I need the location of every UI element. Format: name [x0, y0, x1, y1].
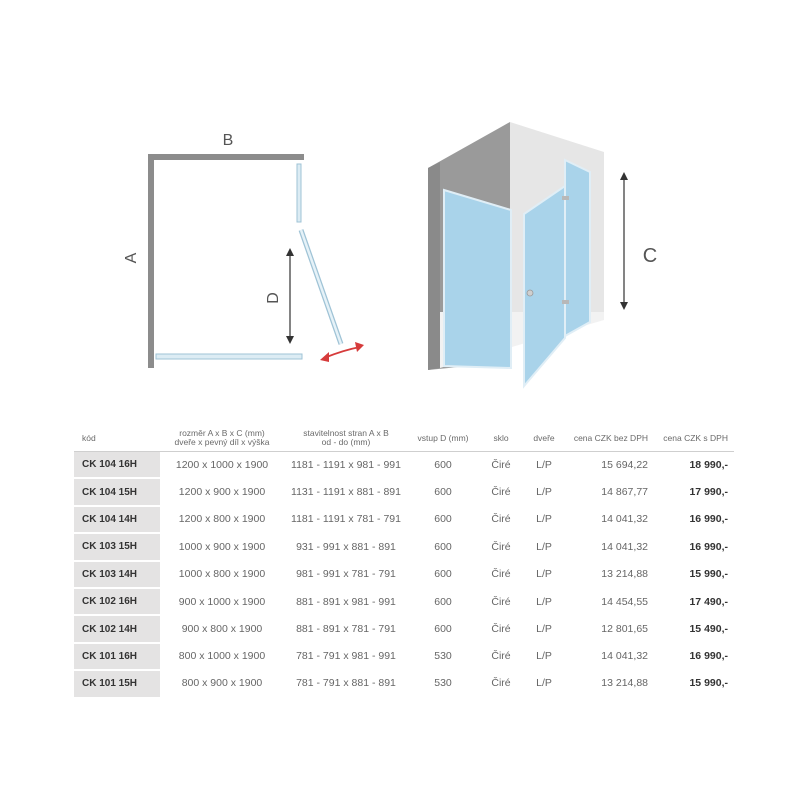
header-adjust-line1: stavitelnost stran A x B [303, 428, 389, 438]
cell-glass: Čiré [491, 513, 511, 526]
cell-code: CK 103 14H [74, 561, 160, 588]
label-c: C [642, 245, 658, 267]
cell-door: L/P [536, 459, 552, 472]
cell-price: 14 041,32 [601, 650, 648, 663]
door-handle [527, 290, 533, 296]
header-glass: sklo [478, 425, 524, 452]
cell-size: 800 x 1000 x 1900 [178, 650, 266, 663]
cell-price: 14 454,55 [601, 595, 648, 608]
cell-entry: 530 [434, 650, 452, 663]
cell-size: 900 x 1000 x 1900 [178, 595, 266, 608]
header-adjust-line2: od - do (mm) [321, 437, 371, 447]
cell-glass: Čiré [491, 540, 511, 553]
wall-top [148, 154, 304, 160]
label-a: A [123, 252, 140, 264]
fixed-glass-panel [444, 190, 511, 368]
cell-size: 1200 x 900 x 1900 [178, 486, 266, 499]
cell-price-dph: 16 990,- [689, 540, 728, 553]
cell-adjust: 781 - 791 x 881 - 891 [296, 677, 396, 690]
cell-glass: Čiré [491, 623, 511, 636]
cell-door: L/P [536, 623, 552, 636]
header-entry: vstup D (mm) [408, 425, 478, 452]
wall-left [148, 154, 154, 368]
cell-code: CK 104 15H [74, 478, 160, 505]
cell-price: 14 867,77 [601, 486, 648, 499]
cell-price-dph: 17 490,- [689, 595, 728, 608]
cell-adjust: 881 - 891 x 781 - 791 [296, 623, 396, 636]
cell-size: 800 x 900 x 1900 [181, 677, 263, 690]
cell-size: 1200 x 800 x 1900 [178, 513, 266, 526]
cell-glass: Čiré [491, 650, 511, 663]
table-row [74, 643, 734, 670]
cell-code: CK 104 16H [74, 452, 160, 479]
cell-adjust: 1131 - 1191 x 881 - 891 [291, 486, 401, 499]
header-door: dveře [524, 425, 564, 452]
door-glass-panel [524, 186, 565, 386]
cell-entry: 600 [434, 459, 452, 472]
header-price-dph: cena CZK s DPH [662, 425, 734, 452]
cell-glass: Čiré [491, 595, 511, 608]
fixed-glass-bottom [156, 354, 302, 359]
cell-door: L/P [536, 513, 552, 526]
cell-price-dph: 16 990,- [689, 513, 728, 526]
table-row [74, 506, 734, 533]
cell-size: 900 x 800 x 1900 [181, 623, 263, 636]
cell-adjust: 781 - 791 x 981 - 991 [296, 650, 396, 663]
cell-code: CK 101 15H [74, 670, 160, 696]
fixed-glass-right [297, 164, 301, 222]
cell-door: L/P [536, 540, 552, 553]
table-row [74, 478, 734, 505]
cell-adjust: 881 - 891 x 981 - 991 [296, 595, 396, 608]
cell-entry: 600 [434, 486, 452, 499]
cell-code: CK 102 14H [74, 615, 160, 642]
table-row [74, 561, 734, 588]
cell-code: CK 102 16H [74, 588, 160, 615]
header-code: kód [74, 425, 160, 452]
cell-price: 15 694,22 [601, 459, 648, 472]
cell-door: L/P [536, 568, 552, 581]
cell-price-dph: 16 990,- [689, 650, 728, 663]
cell-entry: 530 [434, 677, 452, 690]
cell-entry: 600 [434, 540, 452, 553]
cell-price: 14 041,32 [601, 540, 648, 553]
cell-code: CK 101 16H [74, 643, 160, 670]
cell-entry: 600 [434, 623, 452, 636]
hinge-top [562, 196, 569, 200]
table-row [74, 452, 734, 479]
header-size-line1: rozměr A x B x C (mm) [179, 428, 265, 438]
cell-glass: Čiré [491, 677, 511, 690]
cell-door: L/P [536, 677, 552, 690]
spec-table [74, 425, 734, 697]
floor-plan [123, 132, 364, 368]
cell-adjust: 1181 - 1191 x 781 - 791 [291, 513, 401, 526]
cell-door: L/P [536, 595, 552, 608]
table-row [74, 615, 734, 642]
header-size-line2: dveře x pevný díl x výška [174, 437, 270, 447]
cell-code: CK 104 14H [74, 506, 160, 533]
label-b: B [222, 132, 234, 149]
cell-price-dph: 15 490,- [689, 623, 728, 636]
door-swing-arrow [324, 347, 360, 358]
cell-entry: 600 [434, 568, 452, 581]
table-header [74, 425, 734, 452]
cell-entry: 600 [434, 595, 452, 608]
cell-price: 14 041,32 [601, 513, 648, 526]
table-row [74, 588, 734, 615]
cell-adjust: 931 - 991 x 881 - 891 [296, 540, 396, 553]
table-row [74, 670, 734, 696]
cell-size: 1200 x 1000 x 1900 [175, 459, 269, 472]
cell-price-dph: 18 990,- [689, 459, 728, 472]
cell-size: 1000 x 900 x 1900 [178, 540, 266, 553]
table-row [74, 533, 734, 560]
cell-price-dph: 17 990,- [689, 486, 728, 499]
side-glass-panel [565, 160, 590, 336]
cell-door: L/P [536, 650, 552, 663]
cell-price: 13 214,88 [601, 677, 648, 690]
cell-glass: Čiré [491, 459, 511, 472]
cell-adjust: 981 - 991 x 781 - 791 [296, 568, 396, 581]
cell-door: L/P [536, 486, 552, 499]
hinge-bottom [562, 300, 569, 304]
cell-entry: 600 [434, 513, 452, 526]
cell-price-dph: 15 990,- [689, 677, 728, 690]
cell-adjust: 1181 - 1191 x 981 - 991 [291, 459, 401, 472]
header-size [160, 425, 284, 452]
cell-glass: Čiré [491, 568, 511, 581]
cell-price: 13 214,88 [601, 568, 648, 581]
cell-price-dph: 15 990,- [689, 568, 728, 581]
cell-price: 12 801,65 [601, 623, 648, 636]
3d-view [428, 122, 657, 386]
header-adjust [284, 425, 408, 452]
cell-size: 1000 x 800 x 1900 [178, 568, 266, 581]
label-d: D [265, 292, 282, 304]
header-price: cena CZK bez DPH [564, 425, 662, 452]
cell-glass: Čiré [491, 486, 511, 499]
cell-code: CK 103 15H [74, 533, 160, 560]
